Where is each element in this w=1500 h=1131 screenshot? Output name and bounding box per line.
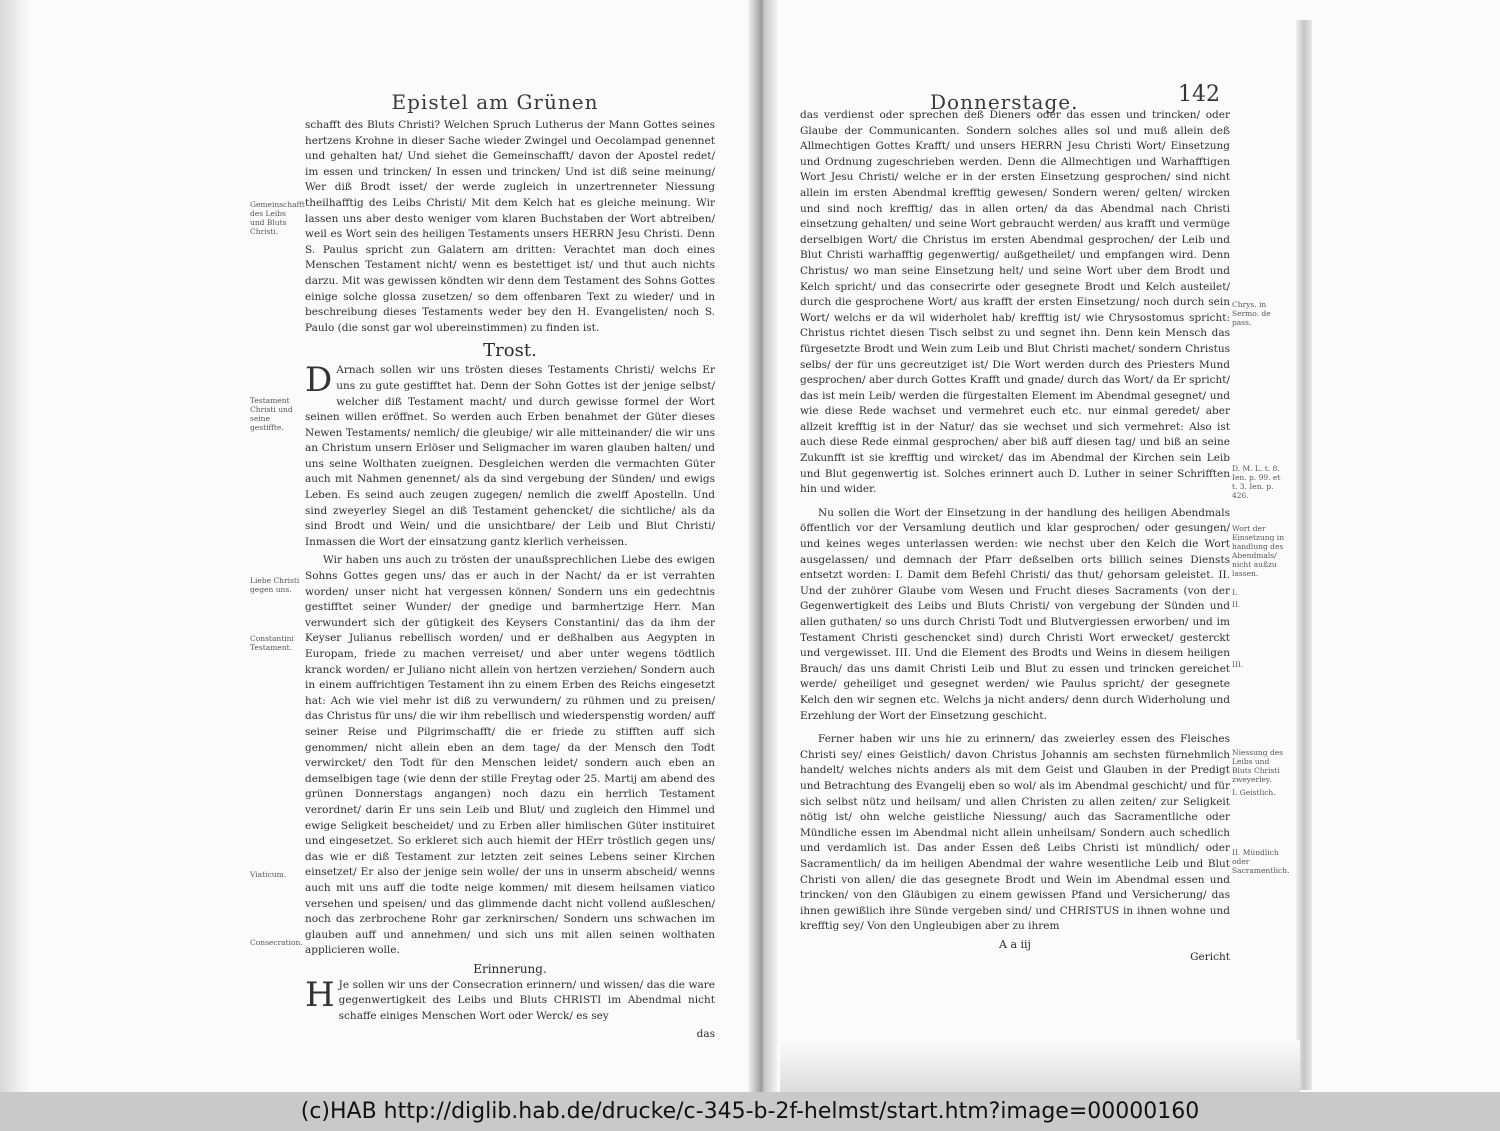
left-paragraph-1: schafft des Bluts Christi? Welchen Spruch Lutherus der Mann Gottes seines hertzens Krohne in dieser Sache wieder Zwingel und Oecolampad genennet und gehalten hat/ Und siehet die Gemeinschafft/ davon der Apostel redet/ im essen und trincken/ In essen und trincken/ Und ist diß seine meinung/ Wer diß Brodt isset/ der werde zugleich in unzertrenneter Niessung theilhafftig des Leibs Christi/ Mit dem Kelch hat es gleiche meinung. Wir lassen uns aber desto weniger vom klaren Buchstaben der Wort abtreiben/ weil es Wort sein des heiligen Testaments unsers HERRN Jesu Christi. Denn S. Paulus spricht zun Galatern am dritten: Verachtet man doch eines Menschen Testament nicht/ wenn es bestettiget ist/ und thut auch nichts darzu. Mit was gewissen köndten wir denn dem Testament des Sohns Gottes einige solche glossa zusetzen/ so dem offenbaren Text zu wieder/ und in beschreibung dieses Testaments weder bey den H. Evangelisten/ noch S. Paulo (die sonst gar wol ubereinstimmen) zu finden ist. bbox=[305, 119, 715, 334]
left-running-head: Epistel am Grünen bbox=[391, 90, 599, 114]
book-gutter bbox=[748, 0, 778, 1092]
page-number: 142 bbox=[1178, 82, 1220, 107]
left-paragraph-4: Je sollen wir uns der Consecration erinnern/ und wissen/ das die ware gegenwertigkeit des Leibs und Bluts CHRISTI im Abendmal nicht schaffe einiges Menschen Wort oder Werck/ es sey bbox=[338, 978, 715, 1023]
left-margin-note: Viaticum. bbox=[250, 870, 287, 879]
section-title-erinnerung: Erinnerung. bbox=[473, 961, 547, 976]
left-catchword: das bbox=[696, 1027, 715, 1040]
dropcap-d: D bbox=[305, 360, 333, 401]
right-paragraph-2: Nu sollen die Wort der Einsetzung in der handlung des heiligen Abendmals öffentlich vor der Versamlung deutlich und klar gesprochen/ oder gesungen/ und keines weges unterlassen werden: wie nechst uber den Kelch die Wort ausgelassen/ und demnach der Pfarr deßselben orts billich seines Diensts entsetzt worden: I. Damit dem Befehl Christi/ das thut/ gehorsam geleistet. II. Und der zuhörer Glaube vom Wesen und Frucht dieses Sacraments (von der Gegenwertigkeit des Leibs und Bluts Christi/ von vergebung der Sünden und allen guthaten/ so uns durch Christi Todt und Blutvergiessen erworben/ und im Testament Christi geschencket sind) durch Christi Wort erwecket/ gesterckt und vergewisset. III. Und die Element des Brodts und Weins in diesem heiligen Brauch/ das uns damit Christi Leib und Blut zu essen und trincken gereichet werde/ geheiliget und gesegnet werden/ wie Paulus spricht/ der gesegnete Kelch den wir segnen etc. Welchs ja nicht anders/ denn durch Widerholung und Erzehlung der Wort der Einsetzung geschicht. bbox=[800, 506, 1230, 722]
right-margin-note: Niessung des Leibs und Bluts Christi zweyerley. bbox=[1232, 748, 1284, 784]
right-margin-note: D. M. L. t. 8. Ien. p. 99. et t. 3. Ien. p. 426. bbox=[1232, 464, 1281, 500]
left-margin-note: Consecration. bbox=[250, 938, 303, 947]
right-margin-note: III. bbox=[1232, 660, 1244, 669]
right-catchword: Gericht bbox=[1190, 950, 1230, 963]
right-paragraph-3: Ferner haben wir uns hie zu erinnern/ das zweierley essen des Fleisches Christi sey/ eines Geistlich/ davon Christus Johannis am sechsten fürnehmlich handelt/ welches nichts anders als mit dem Geist und Glauben in der Predigt und Betrachtung des Evangelij eben so wol/ als im Abendmal geschicht/ und für sich selbst nütz und heilsam/ und allen Christen zu allen zeiten/ zur Seligkeit nötig ist/ ohn welche geistliche Niessung/ auch das Sacramentliche oder Mündliche essen im Abendmal nicht allein unheilsam/ Sondern auch schedlich und verdamlich ist. Das ander Essen deß Leibs Christi ist mündlich/ oder Sacramentlich/ da im heiligen Abendmal der wahre wesentliche Leib und Blut Christi von allen/ die das gesegnete Brodt und Wein im Abendmal essen und trincken/ von den Gläubigen zu einem gewissen Pfand und Versicherung/ das ihnen gewißlich ihre Sünde vergeben sind/ und CHRISTUS in ihnen wohne und krefftig sey/ Von den Ungleubigen aber zu ihrem bbox=[800, 733, 1230, 933]
left-paragraph-3: Wir haben uns auch zu trösten der unaußsprechlichen Liebe des ewigen Sohns Gottes gegen uns/ das er auch in der Nacht/ da er ist verrahten worden/ unser nicht hat vergessen können/ Sondern uns ein gedechtnis gestifftet seiner Wunder/ der gnedige und barmhertzige Herr. Man verwundert sich der gütigkeit des Keysers Constantini/ das da ihm der Keyser Julianus rebellisch worden/ und er deßhalben aus Aegypten in Europam, friede zu machen verreiset/ und aber unter wegens tödtlich kranck worden/ er Juliano nicht allein von hertzen verziehen/ Sondern auch in einem auffrichtigen Testament ihn zu einem Erben des Reichs eingesetzt hat: Ach wie viel mehr ist diß zu verwundern/ zu rühmen und zu preisen/ das Christus für uns/ die wir ihm rebellisch und wiederspenstig worden/ auff seiner Reise und Pilgrimschafft/ die er friede zu stifften auff sich genommen/ nicht allein eben an dem tage/ da der Mensch den Todt verwircket/ den Todt für den Menschen leidet/ sondern auch eben an demselbigen tage (wie denn der stille Freytag oder 25. Martij am abend des grünen Donnerstags angangen) noch dazu ein herrlich Testament verordnet/ darin Er uns sein Leib und Blut/ und zugleich den Himmel und ewige Seligkeit bescheidet/ und zu Erben aller himlischen Güter instituiret und eingesetzet. So erkleret sich auch hiemit der HErr tröstlich gegen uns/ das wie er diß Testament zur letzten zeit seines Lebens seiner Kirchen einsetzet/ Er also der jenige sein wolle/ der uns in unserm abscheid/ wenns auch mit uns auff die todte neige kommen/ mit diesem heilsamen viatico versehen und speisen/ und das glimmende dacht nicht vollend außleschen/ noch das zerbrochene Rohr gar zerknirschen/ Sondern uns schwachen im glauben auff und annehmen/ und sich uns mit allen seinen wolthaten applicieren wolle. bbox=[305, 554, 715, 957]
dropcap-h: H bbox=[305, 974, 335, 1015]
right-paragraph-1: das verdienst oder sprechen deß Dieners oder das essen und trincken/ oder Glaube der Communicanten. Sondern solches alles sol und muß allein deß Allmechtigen Gottes Krafft/ und unsers HERRN Jesu Christi Wort/ Einsetzung und Ordnung zugeschrieben werden. Denn die Allmechtigen und Warhafftigen Wort Jesu Christi/ welche er in der ersten Einsetzung gesprochen/ sind nicht allein im ersten Abendmal krefftig gewesen/ Sondern weren/ gelten/ wircken und sind noch krefftig/ das in allen orten/ da das Abendmal nach Christi einsetzung gehalten/ und seine Wort gebraucht werden/ aus krafft und vermüge derselbigen Wort/ die Christus im ersten Abendmal gesprochen/ der Leib und Blut Christi warhafftig gegenwertig/ außgetheilet/ und empfangen wird. Denn Christus/ wo man seine Einsetzung helt/ und seine Wort uber dem Brodt und Kelch spricht/ und das consecrirte oder gesegnete Brodt und Kelch austeilet/ durch die gesprochene Wort/ aus krafft der ersten Einsetzung/ noch durch sein Wort/ welchs er da wil widerholet hab/ krefftig ist/ wie Chrysostomus spricht: Christus richtet diesen Tisch selbst zu und segnet ihn. Denn kein Mensch das fürgesetzte Brodt und Wein zum Leib und Blut Christi machet/ sondern Christus selbs/ der für uns gecreutziget ist/ Die Wort werden durch des Priesters Mund gesprochen/ aber durch Gottes Krafft und gnade/ durch das Wort/ da Er spricht/ das ist mein Leib/ werden die fürgestalten Element im Abendmal gesegnet/ und wie diese Rede wachset und vermehret euch etc. nur einmal geredet/ aber allzeit krefftig ist in der Natur/ das sie wechset und sich vermehret: Also ist auch diese Rede einmal gesprochen/ aber biß auff diesen tag/ und biß an seine Zukunfft ist sie krefftig und wircket/ das im Abendmal der Kirchen sein Leib und Blut gegenwertig ist. Solches erinnert auch D. Luther in seiner Schrifften hin und wider. bbox=[800, 109, 1230, 496]
right-margin-note: Wort der Einsetzung in handlung des Abendmals/ nicht außzu lassen. bbox=[1232, 524, 1285, 578]
copyright-footer bbox=[0, 1092, 1500, 1131]
right-text-column bbox=[800, 108, 1230, 963]
right-margin-note: I. Geistlich. bbox=[1232, 788, 1276, 797]
left-paragraph-2: Arnach sollen wir uns trösten dieses Testaments Christi/ welchs Er uns zu gute gestifftet hat. Denn der Sohn Gottes ist der jenige selbst/ welcher diß Testament macht/ und durch gewisse formel der Wort seinen willen eröffnet. So werden auch Erben benahmet der Güter dieses Newen Testaments/ nemlich/ die gleubige/ wir alle mitteinander/ die wir uns an Christum unsern Erlöser und Seligmacher im waren glauben halten/ und uns seine Wolthaten zueignen. Desgleichen werden die vermachten Güter auch mit Nahmen genennet/ als da sind vergebung der Sünden/ und ewigs Leben. Es seind auch zeugen zugegen/ nemlich die zwelff Apostelln. Und sind zweyerley Siegel an diß Testament gehencket/ die sichtliche/ als da sind Brodt und Wein/ und die unsichtbare/ der Leib und Blut Christi/ Inmassen die Wort der einsatzung gantz klerlich verheissen. bbox=[305, 364, 715, 548]
left-margin-note: Constantini Testament. bbox=[250, 634, 294, 652]
right-page-edge bbox=[1296, 20, 1312, 1090]
footer-url-text: (c)HAB http://diglib.hab.de/drucke/c-345-b-2f-helmst/start.htm?image=00000160 bbox=[300, 1099, 1200, 1124]
right-margin-note: II. bbox=[1232, 600, 1241, 609]
left-margin-note: Liebe Christi gegen uns. bbox=[250, 576, 300, 594]
left-page-edge-shadow bbox=[0, 0, 30, 1092]
left-margin-note: Gemeinschafft des Leibs und Bluts Christi. bbox=[250, 200, 305, 236]
section-title-trost: Trost. bbox=[483, 340, 537, 362]
left-text-column bbox=[305, 118, 715, 1040]
right-margin-note: II. Mündlich oder Sacramentlich. bbox=[1232, 848, 1290, 875]
right-running-head: Donnerstage. bbox=[930, 90, 1079, 114]
right-margin-note: Chrys. in Sermo. de pass. bbox=[1232, 300, 1271, 327]
right-margin-note: I. bbox=[1232, 588, 1238, 597]
signature-mark: A a iij bbox=[999, 937, 1031, 951]
page-bottom-shadow bbox=[780, 1040, 1300, 1092]
left-margin-note: Testament Christi und seine gestiffte. bbox=[250, 396, 293, 432]
